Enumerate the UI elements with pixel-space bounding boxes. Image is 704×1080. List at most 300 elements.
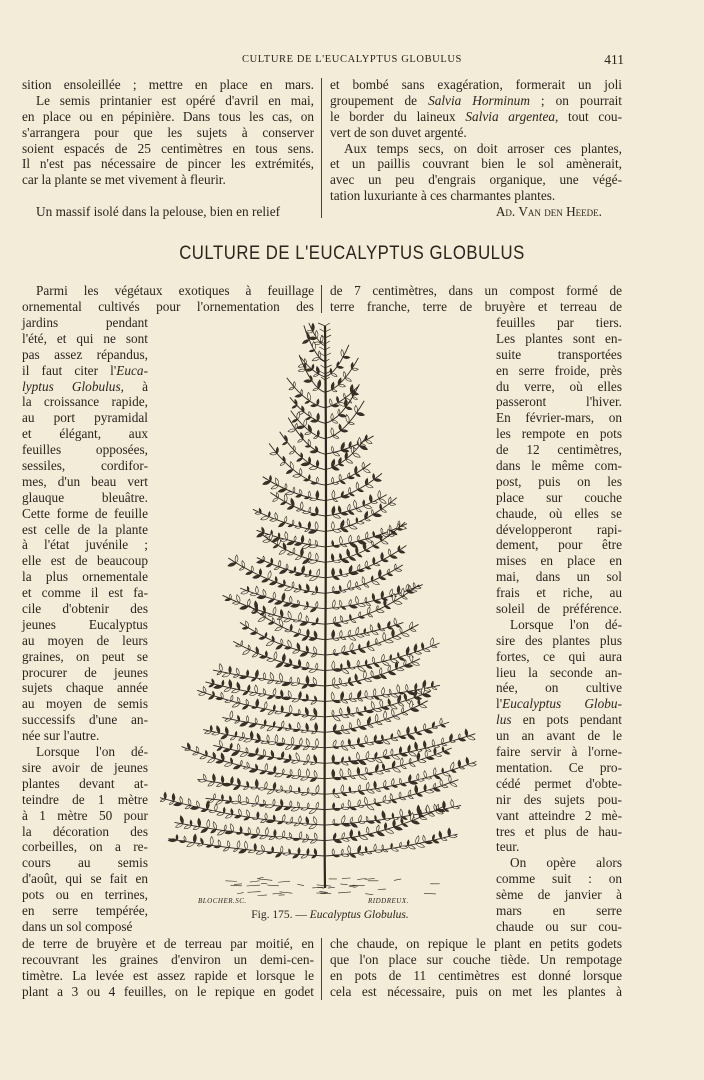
leaf (292, 582, 294, 588)
leaf (426, 757, 434, 760)
figure-caption (200, 909, 460, 921)
leaf (270, 672, 274, 680)
leaf (333, 577, 339, 580)
leaf (240, 606, 248, 609)
leaf (307, 333, 310, 340)
leaf (363, 469, 370, 473)
narrow-right-line: suite transportées (496, 346, 622, 362)
leaf (392, 755, 400, 759)
leaf (339, 474, 341, 481)
leaf (221, 735, 228, 739)
narrow-right-line: développeront rapi- (496, 521, 622, 537)
narrow-right-line: post, puis on les (496, 473, 622, 489)
leaf (408, 810, 410, 816)
leaf (341, 700, 347, 703)
leaf (357, 719, 360, 727)
leaf (385, 818, 391, 820)
leaf (249, 769, 257, 772)
leaf (358, 713, 364, 716)
leaf (348, 677, 350, 683)
leaf (284, 516, 286, 522)
leaf (268, 757, 274, 759)
leaf (282, 593, 285, 602)
leaf (364, 633, 369, 635)
leaf (216, 800, 223, 804)
leaf (342, 652, 349, 655)
leaf (353, 453, 361, 457)
narrow-left-line: il faut citer l'Euca- (22, 362, 148, 378)
narrow-right-line: cédé permet d'obte- (496, 775, 622, 791)
leaf (262, 845, 265, 851)
leaf (341, 559, 349, 563)
leaf (339, 678, 341, 684)
leaf (208, 782, 215, 786)
leaf (366, 603, 371, 606)
leaf (398, 703, 404, 706)
leaf (334, 623, 342, 627)
leaf (206, 845, 212, 847)
leaf (358, 785, 360, 791)
leaf (380, 534, 382, 541)
leaf (441, 725, 446, 727)
leaf (433, 727, 438, 729)
leaf (397, 652, 399, 657)
leaf (304, 497, 309, 499)
leaf (316, 477, 318, 483)
leaf (290, 801, 292, 807)
leaf (273, 592, 276, 599)
leaf (180, 816, 183, 824)
leaf (458, 760, 461, 768)
leaf (383, 632, 386, 640)
leaf (316, 785, 319, 794)
leaf (373, 557, 375, 564)
leaf (275, 711, 283, 714)
leaf (213, 822, 216, 830)
leaf (292, 760, 300, 763)
leaf (367, 758, 375, 761)
leaf (333, 499, 337, 502)
leaf (356, 518, 358, 523)
leaf (254, 843, 257, 850)
leaf (245, 841, 248, 850)
leaf (253, 575, 261, 578)
leaf (255, 764, 257, 770)
leaf (274, 830, 277, 837)
leaf (310, 608, 316, 612)
leaf (276, 662, 283, 667)
leaf (286, 492, 294, 495)
leaf (273, 688, 276, 696)
leaf (315, 553, 318, 561)
leaf (332, 678, 335, 686)
leaf (268, 614, 274, 616)
article-signature (330, 204, 602, 220)
leaf (237, 778, 240, 786)
leaf (283, 456, 285, 462)
narrow-right-line: fortes, ce qui aura (496, 648, 622, 664)
leaf (348, 511, 354, 514)
intro-left-line: ornemental cultivés pour l'ornementation des (22, 298, 314, 314)
leaf (293, 854, 299, 858)
leaf (263, 481, 271, 484)
leaf (307, 788, 309, 793)
leaf (448, 828, 451, 837)
leaf (240, 722, 248, 726)
leaf (305, 401, 310, 403)
leaf (402, 713, 408, 715)
leaf (302, 668, 309, 670)
leaf (366, 751, 369, 759)
leaf (375, 741, 384, 744)
leaf (298, 709, 300, 714)
leaf (285, 435, 288, 442)
leaf (309, 669, 317, 672)
leaf (384, 599, 387, 607)
ground-hatch (259, 879, 273, 880)
narrow-right-line: mentation. Ce pro- (496, 759, 622, 775)
leaf (258, 788, 265, 790)
leaf (382, 560, 388, 562)
leaf (377, 832, 385, 836)
leaf (359, 446, 367, 450)
leaf (333, 482, 339, 484)
leaf (297, 643, 300, 651)
ground-hatch (248, 892, 261, 893)
leaf (400, 798, 406, 800)
leaf (176, 835, 178, 841)
leaf (441, 738, 443, 744)
leaf (239, 738, 244, 740)
leaf (356, 482, 359, 490)
ground-hatch (225, 881, 237, 882)
leaf (374, 600, 381, 603)
leaf (316, 491, 319, 500)
leaf (219, 664, 222, 672)
leaf (442, 801, 445, 809)
leaf (418, 779, 425, 781)
leaf (278, 533, 280, 538)
leaf (317, 430, 319, 436)
leaf (372, 581, 380, 585)
leaf (350, 807, 356, 810)
leaf (385, 606, 391, 609)
leaf (415, 683, 417, 690)
leaf (347, 660, 350, 668)
leaf (353, 397, 358, 399)
bottom-right-line: en pots de 11 centimètres est donné lorsque (330, 967, 622, 983)
leaf (358, 604, 366, 607)
intro-right-line: de 7 centimètres, dans un compost formé de (330, 283, 622, 298)
narrow-left-line: teindre de 1 mètre (22, 791, 148, 807)
leaf (357, 554, 362, 557)
leaf (347, 549, 350, 557)
leaf (280, 609, 283, 617)
leaf (351, 620, 356, 623)
leaf (309, 507, 311, 512)
leaf (365, 846, 367, 852)
leaf (340, 569, 342, 576)
leaf (275, 806, 282, 810)
leaf (240, 676, 248, 679)
leaf (199, 693, 206, 696)
narrow-right-line: du verre, où elles (496, 378, 622, 394)
leaf (372, 657, 374, 664)
leaf (398, 730, 400, 737)
leaf (449, 775, 452, 783)
leaf (310, 840, 316, 843)
leaf (295, 573, 303, 576)
leaf (306, 616, 309, 623)
leaf (381, 735, 383, 741)
eucalyptus-engraving (160, 318, 495, 908)
leaf (433, 768, 436, 776)
leaf (296, 495, 302, 497)
leaf (381, 528, 383, 534)
leaf (333, 436, 339, 439)
leaf (351, 837, 357, 840)
leaf (333, 794, 339, 798)
leaf (224, 688, 231, 691)
leaf (358, 489, 364, 491)
leaf (297, 458, 303, 461)
leaf (293, 666, 300, 669)
leaf (341, 350, 344, 358)
leaf (350, 854, 356, 857)
leaf (390, 659, 398, 663)
leaf (370, 625, 373, 632)
leaf (289, 754, 291, 760)
leaf (416, 844, 425, 848)
leaf (442, 747, 444, 752)
leaf (225, 719, 231, 721)
leaf (331, 692, 334, 701)
leaf (365, 679, 372, 682)
top-left-line: Le semis printanier est opéré d'avril en mai, (36, 92, 314, 108)
leaf (341, 715, 349, 718)
leaf (294, 567, 296, 572)
leaf (350, 776, 355, 779)
leaf (334, 731, 342, 734)
running-head (0, 53, 704, 69)
leaf (381, 541, 388, 544)
leaf (311, 420, 318, 423)
leaf (251, 678, 256, 681)
leaf (241, 591, 249, 594)
leaf (305, 575, 310, 577)
leaf (280, 462, 285, 465)
leaf (289, 571, 295, 573)
leaf (412, 662, 420, 665)
leaf (428, 814, 434, 817)
leaf (415, 785, 418, 794)
leaf (350, 667, 356, 669)
engraver-signature-left: BLOCHER.SC. (198, 897, 247, 905)
leaf (338, 409, 340, 415)
leaf (187, 843, 195, 847)
leaf (423, 724, 425, 731)
leaf (278, 822, 284, 824)
leaf (295, 399, 298, 405)
leaf (352, 368, 359, 370)
leaf (317, 413, 320, 421)
leaf (284, 760, 291, 763)
leaf (434, 775, 440, 778)
narrow-left-line: est celle de la plante (22, 521, 148, 537)
leaf (334, 839, 342, 842)
leaf (365, 532, 368, 539)
leaf (302, 566, 305, 574)
leaf (382, 687, 385, 695)
narrow-right-line: sème de janvier à (496, 887, 622, 903)
leaf (359, 791, 365, 794)
leaf (298, 439, 303, 442)
leaf (391, 749, 393, 756)
leaf (342, 730, 350, 734)
leaf (398, 550, 405, 553)
leaf (391, 694, 398, 697)
top-left-line: soient espacés de 25 centimètres en tous sens. (22, 140, 314, 156)
leaf (267, 727, 274, 731)
leaf (356, 634, 364, 637)
leaf (304, 479, 309, 481)
leaf (388, 699, 391, 706)
bottom-left-line: plant a 3 ou 4 feuilles, on le repique en godet (22, 983, 314, 999)
leaf (250, 693, 257, 696)
leaf (306, 601, 308, 606)
ground-hatch (319, 891, 328, 892)
leaf (305, 707, 308, 715)
leaf (263, 540, 271, 543)
leaf (349, 605, 357, 608)
leaf (364, 584, 369, 587)
leaf (299, 629, 301, 634)
narrow-left-line: d'août, qui se fait en (22, 871, 148, 887)
leaf (267, 772, 274, 775)
leaf (312, 731, 317, 733)
leaf (298, 660, 301, 667)
leaf (341, 725, 343, 730)
leaf (385, 640, 394, 643)
leaf (375, 638, 377, 644)
leaf (278, 728, 283, 731)
leaf (256, 699, 259, 708)
leaf (453, 806, 460, 808)
leaf (285, 484, 287, 490)
leaf (255, 670, 258, 678)
narrow-left-line: au moyen de semis (22, 696, 148, 712)
running-title: CULTURE DE L'EUCALYPTUS GLOBULUS (241, 54, 463, 65)
leaf (346, 407, 352, 410)
branch (253, 509, 325, 531)
leaf (304, 419, 307, 427)
leaf (314, 755, 317, 763)
leaf (210, 725, 212, 731)
leaf (250, 593, 257, 596)
leaf (350, 791, 355, 793)
leaf (359, 775, 367, 779)
leaf (250, 731, 253, 739)
leaf (358, 698, 363, 701)
leaf (341, 757, 343, 762)
leaf (374, 781, 377, 789)
leaf (306, 676, 309, 685)
leaf (399, 778, 401, 784)
leaf (295, 395, 302, 398)
leaf (392, 813, 394, 818)
narrow-right-line: frais et riche, au (496, 585, 622, 601)
leaf (223, 783, 232, 786)
leaf (255, 740, 260, 742)
leaf (190, 807, 199, 810)
leaf (316, 602, 318, 608)
leaf (339, 464, 344, 466)
leaf (275, 774, 283, 777)
leaf (351, 729, 357, 731)
leaf (349, 572, 358, 575)
leaf (332, 803, 334, 809)
leaf (230, 777, 233, 785)
leaf (342, 646, 345, 653)
leaf (418, 760, 426, 763)
leaf (316, 460, 319, 467)
leaf (283, 580, 285, 586)
leaf (411, 590, 417, 592)
leaf (364, 797, 367, 805)
leaf (279, 550, 286, 555)
leaf (310, 778, 317, 781)
leaf (238, 795, 241, 803)
section-title: CULTURE DE L'EUCALYPTUS GLOBULUS (179, 243, 525, 264)
leaf (306, 417, 311, 420)
leaf (222, 673, 230, 677)
leaf (281, 502, 286, 505)
leaf (340, 616, 342, 622)
leaf (332, 467, 339, 470)
leaf (357, 681, 362, 684)
leaf (312, 855, 317, 858)
leaf (309, 825, 317, 829)
leaf (239, 568, 244, 571)
leaf (313, 388, 319, 390)
leaf (349, 693, 352, 700)
leaf (279, 569, 287, 573)
leaf (293, 474, 301, 477)
leaf (349, 526, 357, 530)
top-right-line: le border du laineux Salvia argentea, tout cou- (330, 108, 622, 124)
leaf (225, 700, 231, 702)
leaf (340, 664, 342, 669)
leaf (268, 711, 274, 715)
leaf (349, 422, 355, 424)
leaf (414, 742, 417, 750)
ground-hatch (234, 884, 242, 885)
leaf (356, 509, 362, 512)
ground-hatch (267, 885, 278, 886)
narrow-left-line: et comme il est fa- (22, 585, 148, 601)
leaf (160, 799, 165, 801)
leaf (391, 738, 398, 741)
leaf (366, 485, 373, 488)
top-right-line: vert de son duvet argenté. (330, 124, 467, 140)
leaf (268, 512, 270, 517)
leaf (348, 630, 351, 636)
leaf (408, 735, 415, 740)
leaf (298, 369, 305, 372)
leaf (276, 447, 278, 453)
leaf (413, 583, 415, 588)
narrow-left-line: Cette forme de feuille (22, 505, 148, 521)
